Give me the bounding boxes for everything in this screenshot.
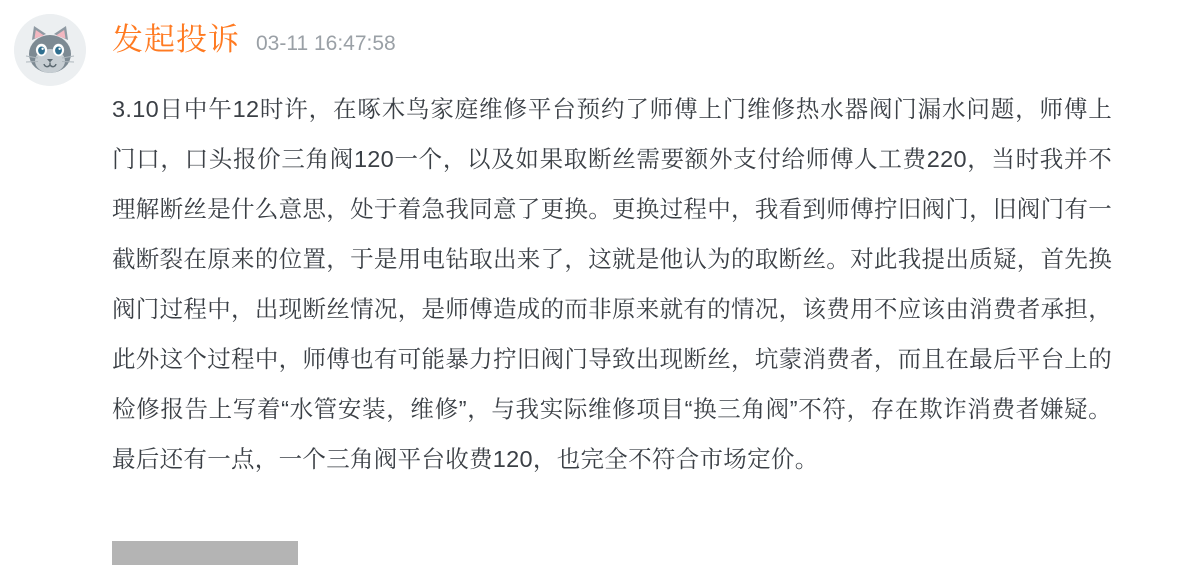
avatar[interactable]	[14, 14, 86, 86]
attachment-thumbnail[interactable]	[112, 541, 298, 565]
complaint-body: 3.10日中午12时许，在啄木鸟家庭维修平台预约了师傅上门维修热水器阀门漏水问题，师傅上门口，口头报价三角阀120一个，以及如果取断丝需要额外支付给师傅人工费220，当时我并不理解断丝是什么意思，处于着急我同意了更换。更换过程中，我看到师傅拧旧阀门，旧阀门有一截断裂在原来的位置，于是用电钻取出来了，这就是他认为的取断丝。对此我提出质疑，首先换阀门过程中，出现断丝情况，是师傅造成的而非原来就有的情况，该费用不应该由消费者承担，此外这个过程中，师傅也有可能暴力拧旧阀门导致出现断丝，坑蒙消费者，而且在最后平台上的检修报告上写着“水管安装，维修”，与我实际维修项目“换三角阀”不符，存在欺诈消费者嫌疑。最后还有一点，一个三角阀平台收费120，也完全不符合市场定价。	[112, 96, 1112, 472]
post-header	[112, 14, 1144, 74]
cat-avatar-icon	[14, 14, 86, 86]
action-title: 发起投诉	[112, 22, 240, 57]
post-timestamp: 03-11 16:47:58	[256, 32, 396, 55]
